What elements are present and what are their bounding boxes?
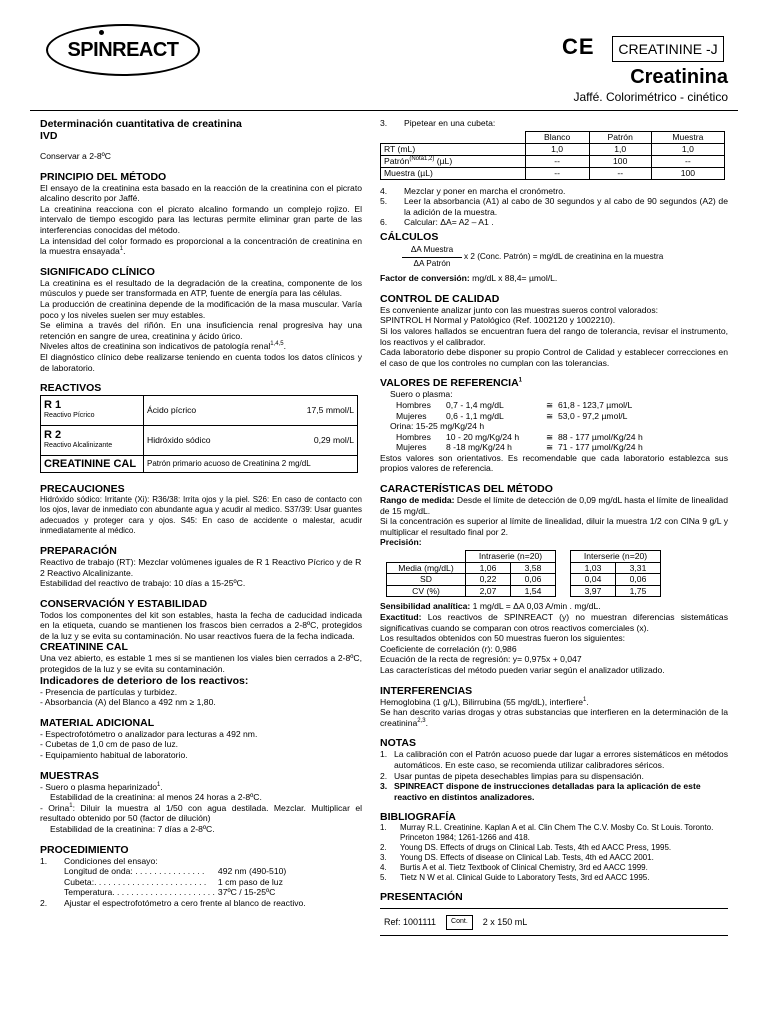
precision-label: Precisión: [380,537,422,548]
cubeta-row: Patrón$^{(Nota1,2)}$ (µL) -- 100 -- [381,155,725,167]
interferencias-heading: INTERFERENCIAS [380,684,473,697]
reactivo-row [41,456,358,473]
preparacion-p2: Estabilidad del reactivo de trabajo: 10 días a 15-25ºC. [40,578,246,589]
nota-item: 2. Usar puntas de pipeta desechables limpias para su dispensación. [380,770,644,781]
steps-list [380,186,728,228]
qc-heading: CONTROL DE CALIDAD [380,292,500,305]
logo-text: SPINREACT [67,38,179,61]
clinico-p4: Niveles altos de creatinina son indicativos de patología renal$^{1,4,5}$. [40,341,287,352]
reactivo-label: R 2 Reactivo Alcalinizante [41,426,144,456]
ref-orina-table [396,432,643,453]
precision-row: SD 0,22 0,06 0,04 0,06 [387,574,661,586]
proc-conditions [64,866,286,898]
ref-note: Estos valores son orientativos. Es recomendable que cada laboratorio establezca sus propios valores de referencia. [380,452,728,474]
storage-text: Conservar a 2-8ºC [40,151,111,161]
proc-step: 1. Condiciones del ensayo: [40,855,158,866]
proc-step: 2. Ajustar el espectrofotómetro a cero frente al blanco de reactivo. [40,897,306,908]
clinico-heading: SIGNIFICADO CLÍNICO [40,265,155,278]
step-item: 6. Calcular: ΔA= A2 – A1 . [380,217,494,228]
header-rule [30,110,738,111]
reactivo-desc: Ácido pícrico 17,5 mmol/L [144,396,358,426]
step-item: 5. Leer la absorbancia (A1) al cabo de 30 segundos y al cabo de 90 segundos (A2) de la adición de la muestra. [380,196,728,217]
presentacion-heading: PRESENTACIÓN [380,891,463,904]
presentacion-row [380,908,728,936]
reactivos-table [40,395,358,473]
nota-item: 1. La calibración con el Patrón acuoso puede dar lugar a errores sistemáticos en métodos automáticos. En este caso, se recomienda utilizar calibradores séricos. [380,749,728,770]
conservacion-heading: CONSERVACIÓN Y ESTABILIDAD [40,597,208,610]
interferencias-p1: Hemoglobina (1 g/L), Bilirrubina (55 mg/dL), interfiere$^1$. [380,696,589,707]
procedimiento-heading: PROCEDIMIENTO [40,843,129,856]
preparacion-p1: Reactivo de trabajo (RT): Mezclar volúmenes iguales de R 1 Reactivo Pícrico y de R 2 Reactivo Alcalinizante. [40,556,362,578]
ref-row: Hombres 10 - 20 mg/Kg/24 h ≅ 88 - 177 µmol/Kg/24 h [396,431,643,442]
ref-suero-label: Suero o plasma: [390,389,453,400]
rango-dilucion: Si la concentración es superior al límite de linealidad, diluir la muestra 1/2 con ClNa 9 g/L y multiplicar el resultado final por 2. [380,516,728,537]
reactivo-desc: Hidróxido sódico 0,29 mol/L [144,426,358,456]
pres-ref: Ref: 1001111 [384,917,437,928]
qc-body: Es conveniente analizar junto con las muestras sueros control valorados: SPINTROL H Normal y Patológico (Ref. 1002120 y 1002210). Si los valores hallados se encuentran fuera del rango de tolerancia, revisar el instrumento, los reactivos y el calibrador. Cada laboratorio debe disponer su propio Control de Calidad y establecer correcciones en el caso de que los controles no cumplan con las tolerancias. [380,304,728,368]
principio-p2: La creatinina reacciona con el picrato alcalino formando un complejo rojizo. El intervalo de tiempo escogido para las lecturas permite eliminar gran parte de las interferencias conocidas del método. [40,203,362,235]
clinico-p2: La producción de creatinina depende de la modificación de la masa muscular. Varía poco y los niveles suelen ser muy estables. [40,298,362,320]
principio-p1: El ensayo de la creatinina esta basado en la reacción de la creatinina con el picrato alcalino descrito por Jaffé. [40,182,362,204]
pres-cont: Cont. [446,915,473,930]
ref-row: Mujeres 8 -18 mg/Kg/24 h ≅ 71 - 177 µmol/Kg/24 h [396,442,643,453]
cubeta-row: Muestra (µL) -- -- 100 [381,167,725,179]
pres-qty: 2 x 150 mL [482,917,528,928]
ce-mark: CE [562,34,595,59]
muestra-orina-stab: Estabilidad de la creatinina: 7 días a 2-8ºC. [50,824,215,834]
referencia-heading: VALORES DE REFERENCIA$^1$ [380,377,522,390]
cubeta-row: RT (mL) 1,0 1,0 1,0 [381,143,725,155]
muestra-orina: - Orina$^1$: Diluir la muestra al 1/50 con agua destilada. Mezclar. Multiplicar el resultado obtenido por 50 (factor de dilución) [40,802,363,824]
precision-row: Media (mg/dL) 1,06 3,58 1,03 3,31 [387,562,661,574]
proc-cond-row: Cubeta:. . . . . . . . . . . . . . . . . . . . . . . . 1 cm paso de luz [64,876,283,887]
calculos-heading: CÁLCULOS [380,230,439,243]
material-item: - Cubetas de 1,0 cm de paso de luz. [40,739,179,750]
left-column [40,118,362,909]
reactivos-heading: REACTIVOS [40,382,102,395]
ref-row: Hombres 0,7 - 1,4 mg/dL ≅ 61,8 - 123,7 µmol/L [396,399,633,410]
preparacion-heading: PREPARACIÓN [40,544,117,557]
precauciones-body: Hidróxido sódico: Irritante (Xi): R36/38: Irrita ojos y la piel. S26: En caso de contacto con los ojos, lavar de inmediato con abundante agua y acudir al medico. S37/39: Usar guantes adecuados y proteger cara y ojos. S45: En caso de accidente o malestar, acudir inmediatamente al médico. [40,495,362,535]
deterioro-item: - Absorbancia (A) del Blanco a 492 nm ≥ 1,80. [40,697,216,708]
calc-formula: $\frac{\text{ΔA Muestra}}{\text{ΔA Patrón}}$ x 2 (Conc. Patrón) = mg/dL de creatinina en la muestra [402,245,728,269]
product-title: Creatinina [630,66,728,88]
proc-cond-row: Temperatura. . . . . . . . . . . . . . . . . . . . . . 37ºC / 15-25ºC [64,887,276,898]
principio-body [40,183,362,257]
cubeta-header-row: Blanco Patrón Muestra [381,131,725,143]
interferencias-p2: Se han descrito varias drogas y otras substancias que interfieren en la determinación de la creatinina$^{2,3}$. [380,707,728,728]
precauciones-heading: PRECAUCIONES [40,483,125,496]
clinico-p5: El diagnóstico clínico debe realizarse teniendo en cuenta todos los datos clínicos y de laboratorio. [40,351,362,373]
biblio-item: 5. Tietz N W et al. Clinical Guide to Laboratory Tests, 3rd ed AACC 1995. [380,873,650,883]
product-subtitle: Jaffé. Colorimétrico - cinético [573,90,728,104]
cal-body: Una vez abierto, es estable 1 mes si se mantienen los viales bien cerrados a 2-8ºC, protegidos de la luz y se evita su contaminación. [40,653,362,675]
exactitud: Exactitud: Los reactivos de SPINREACT (y) no muestran diferencias sistemáticas significativas cuando se comparan con otros reactivos comerciales (x). [380,612,728,633]
precision-header-row: Intraserie (n=20) Interserie (n=20) [387,551,661,563]
biblio-item: 1. Murray R.L. Creatinine. Kaplan A et al. Clin Chem The C.V. Mosby Co. St Louis. Toronto. Princeton 1984; 1261-1266 and 418. [380,823,714,843]
deterioro-heading: Indicadores de deterioro de los reactivos: [40,674,249,687]
material-item: - Espectrofotómetro o analizador para lecturas a 492 nm. [40,728,258,739]
muestras-heading: MUESTRAS [40,769,99,782]
conservacion-body: Todos los componentes del kit son estables, hasta la fecha de caducidad indicada en la etiqueta, cuando se mantienen los frascos bien cerrados a 2-8ºC, protegidos de la luz y se evita su contaminación. No usar reactivos fuera de la fecha indicada. [40,609,362,641]
clinico-p3: Se elimina a través del riñón. En una insuficiencia renal progresiva hay una retención en sangre de urea, creatinina y ácido úrico. [40,320,362,341]
sensibilidad: Sensibilidad analítica: 1 mg/dL = ΔA 0,03 A/min . mg/dL. [380,601,601,612]
reactivo-label: CREATININE CAL [41,456,144,473]
muestra-suero-stab: Estabilidad de la creatinina: al menos 24 horas a 2-8ºC. [50,792,262,803]
right-column [380,118,728,936]
cubeta-table [380,131,725,180]
notas-heading: NOTAS [380,737,416,750]
clinico-body [40,278,362,373]
precision-row: CV (%) 2,07 1,54 3,97 1,75 [387,585,661,597]
reactivo-row [41,426,358,456]
nota-item: 3. SPINREACT dispone de instrucciones detalladas para la aplicación de este reactivo en distintos analizadores. [380,781,701,802]
principio-heading: PRINCIPIO DEL MÉTODO [40,170,167,183]
spinreact-logo [46,24,200,76]
doc-title: Determinación cuantitativa de creatinina [40,118,242,130]
reactivo-desc: Patrón primario acuoso de Creatinina 2 mg/dL [144,456,358,473]
bibliografia-list [380,823,728,883]
biblio-item: 2. Young DS. Effects of drugs on Clinical Lab. Tests, 4th ed AACC Press, 1995. [380,843,672,853]
doc-ivd: IVD [40,130,58,142]
product-code-box: CREATININE -J [612,36,724,62]
reactivo-label: R 1 Reactivo Pícrico [41,396,144,426]
rango-medida: Rango de medida: Desde el límite de detección de 0,09 mg/dL hasta el límite de linealidad de 15 mg/dL. [380,495,728,516]
precision-table [386,550,661,597]
deterioro-item: - Presencia de partículas y turbidez. [40,686,178,697]
muestra-suero: - Suero o plasma heparinizado$^1$. [40,781,163,792]
factor-conversion: Factor de conversión: mg/dL x 88,4= µmol/L. [380,273,558,284]
ref-orina-label: Orina: 15-25 mg/Kg/24 h [390,421,485,432]
logo-dot [99,30,104,35]
cal-heading: CREATININE CAL [40,641,128,654]
caracteristicas-heading: CARACTERÍSTICAS DEL MÉTODO [380,483,553,496]
reactivo-row [41,396,358,426]
clinico-p1: La creatinina es el resultado de la degradación de la creatina, componente de los músculos y puede ser transformada en ATP, fuente de energía para las células. [40,277,362,299]
ref-suero-table [396,400,632,421]
principio-p3: La intensidad del color formado es proporcional a la concentración de creatinina en la muestra ensayada$^1$. [40,235,362,257]
ref-row: Mujeres 0,6 - 1,1 mg/dL ≅ 53,0 - 97,2 µmol/L [396,410,628,421]
proc-cond-row: Longitud de onda: . . . . . . . . . . . . . . . 492 nm (490-510) [64,866,287,877]
bibliografia-heading: BIBLIOGRAFÍA [380,811,456,824]
step-item: 4. Mezclar y poner en marcha el cronómetro. [380,185,566,196]
biblio-item: 4. Burtis A et al. Tietz Textbook of Clinical Chemistry, 3rd ed AACC 1999. [380,863,648,873]
exactitud-results: Los resultados obtenidos con 50 muestras fueron los siguientes: Coeficiente de correlación (r): 0,986 Ecuación de la recta de regresión: y= 0,975x + 0,047 Las características del método pueden variar según el analizador utilizado. [380,633,665,675]
material-heading: MATERIAL ADICIONAL [40,716,155,729]
material-item: - Equipamiento habitual de laboratorio. [40,750,188,761]
step-3: 3. Pipetear en una cubeta: [380,118,496,128]
biblio-item: 3. Young DS. Effects of disease on Clinical Lab. Tests, 4th ed AACC 2001. [380,853,654,863]
